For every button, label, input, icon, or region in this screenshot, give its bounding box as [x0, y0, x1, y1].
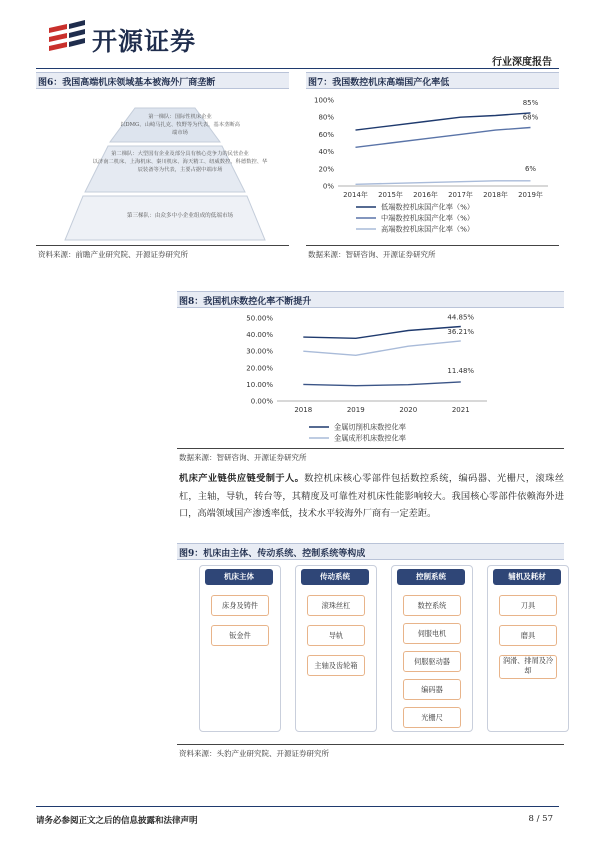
fig8-data-label: 44.85% [447, 313, 475, 322]
footer-rule [36, 806, 559, 807]
fig7-ytick: 100% [313, 96, 334, 105]
pyramid-tier3-title: 第三梯队：由众多中小企业组成的低端市场 [126, 213, 234, 219]
fig7-series-line [356, 181, 531, 185]
fig7-ytick: 40% [318, 148, 334, 157]
fig9-item: 导轨 [307, 625, 365, 646]
fig9-item: 光栅尺 [403, 707, 461, 728]
fig7-xtick: 2015年 [378, 191, 403, 199]
fig7-legend-label: 低端数控机床国产化率（%） [381, 202, 475, 212]
fig9-item: 刀具 [499, 595, 557, 616]
fig9-item: 编码器 [403, 679, 461, 700]
fig9-diagram [177, 560, 564, 740]
fig8-ytick: 40.00% [246, 331, 273, 340]
fig6-source: 资料来源：前瞻产业研究院、开源证券研究所 [38, 250, 188, 259]
brand-name: 开源证券 [92, 27, 197, 56]
fig8-chart [177, 308, 564, 448]
fig9-item: 钣金件 [211, 625, 269, 646]
fig7-ytick: 80% [318, 113, 334, 122]
fig8-title: 图8：我国机床数控化率不断提升 [179, 297, 312, 307]
fig9-column-head: 传动系统 [301, 569, 369, 585]
paragraph-text: 数控机床核心零部件包括数控系统，编码器、光栅尺，滚珠丝杠，主轴，导轨，转台等，其精度及可靠性对机床性能影响较大。我国核心零部件依赖海外进口，高端领域国产渗透率低，技术水平较海外厂商有一定差距。 [179, 473, 565, 519]
fig7-xtick: 2019年 [518, 191, 543, 199]
fig8-legend-label: 金属切削机床数控化率 [334, 422, 406, 432]
fig7-legend-label: 高端数控机床国产化率（%） [381, 224, 475, 234]
fig9-item: 润滑、排屑及冷却 [499, 655, 557, 679]
fig8-xtick: 2018 [294, 406, 313, 414]
fig8-rule [177, 448, 564, 449]
fig8-xtick: 2020 [399, 406, 418, 414]
pyramid-tier2-title: 第二梯队：大型国有企业及部分具有核心竞争力的民营企业 [111, 151, 249, 157]
fig8-data-label: 36.21% [447, 327, 475, 336]
fig7-series-line [356, 113, 531, 130]
fig8-ytick: 50.00% [246, 314, 273, 323]
paragraph-lead: 机床产业链供应链受制于人。 [179, 473, 305, 484]
fig6-title: 图6：我国高端机床领域基本被海外厂商垄断 [38, 78, 216, 88]
fig9-item: 床身及铸件 [211, 595, 269, 616]
fig9-item: 伺服驱动器 [403, 651, 461, 672]
fig7-rule [306, 245, 559, 246]
fig7-source: 数据来源：智研咨询、开源证券研究所 [308, 250, 436, 259]
fig9-column-head: 控制系统 [397, 569, 465, 585]
footer-disclaimer: 请务必参阅正文之后的信息披露和法律声明 [36, 816, 198, 826]
fig6-rule [36, 245, 289, 246]
fig8-xtick: 2019 [346, 406, 365, 414]
fig8-data-label: 11.48% [447, 366, 475, 375]
fig7-legend-label: 中端数控机床国产化率（%） [381, 213, 475, 223]
fig7-data-label: 85% [522, 98, 539, 107]
fig7-ytick: 20% [318, 165, 334, 174]
fig9-item: 数控系统 [403, 595, 461, 616]
fig9-column-head: 机床主体 [205, 569, 273, 585]
fig7-data-label: 6% [524, 164, 537, 173]
fig8-ytick: 0.00% [250, 397, 273, 406]
fig9-column-head: 辅机及耗材 [493, 569, 561, 585]
page-number: 8 / 57 [528, 814, 553, 824]
fig7-chart [306, 90, 559, 242]
fig9-title: 图9：机床由主体、传动系统、控制系统等构成 [179, 549, 366, 559]
fig7-xtick: 2017年 [448, 191, 473, 199]
fig9-item: 主轴及齿轮箱 [307, 655, 365, 676]
fig8-source: 数据来源：智研咨询、开源证券研究所 [179, 453, 307, 462]
fig8-ytick: 10.00% [246, 380, 273, 389]
fig8-xtick: 2021 [451, 406, 470, 414]
fig8-ytick: 30.00% [246, 347, 273, 356]
body-paragraph [179, 470, 564, 523]
fig8-legend-label: 金属成形机床数控化率 [334, 433, 406, 443]
fig7-data-label: 68% [522, 113, 539, 122]
fig8-series-line [303, 327, 461, 339]
fig7-xtick: 2014年 [343, 191, 368, 199]
fig9-source: 资料来源：头豹产业研究院、开源证券研究所 [179, 749, 329, 758]
pyramid-tier1-desc: 以DMG、山崎马扎克、牧野等为代表，基本垄断高端市场 [120, 122, 240, 136]
fig9-column [199, 565, 281, 732]
pyramid-tier1-title: 第一梯队：国际性机床企业 [148, 114, 212, 120]
fig7-xtick: 2016年 [413, 191, 438, 199]
pyramid-tier2-desc: 以济南二机床、上海机床、秦川机床、海天精工、纽威数控、科德数控、华辰装备等为代表，主要占据中端市场 [92, 159, 268, 173]
fig8-ytick: 20.00% [246, 364, 273, 373]
fig7-title: 图7：我国数控机床高端国产化率低 [308, 78, 450, 88]
fig9-rule [177, 744, 564, 745]
fig9-item: 滚珠丝杠 [307, 595, 365, 616]
fig9-item: 磨具 [499, 625, 557, 646]
fig7-ytick: 0% [322, 182, 334, 191]
fig9-item: 伺服电机 [403, 623, 461, 644]
fig7-series-line [356, 128, 531, 148]
fig9-column [295, 565, 377, 732]
header-rule [36, 68, 559, 69]
fig9-column [487, 565, 569, 732]
fig7-xtick: 2018年 [483, 191, 508, 199]
fig8-series-line [303, 341, 461, 355]
report-type: 行业深度报告 [492, 57, 552, 68]
fig8-series-line [303, 382, 461, 386]
fig7-ytick: 60% [318, 130, 334, 139]
